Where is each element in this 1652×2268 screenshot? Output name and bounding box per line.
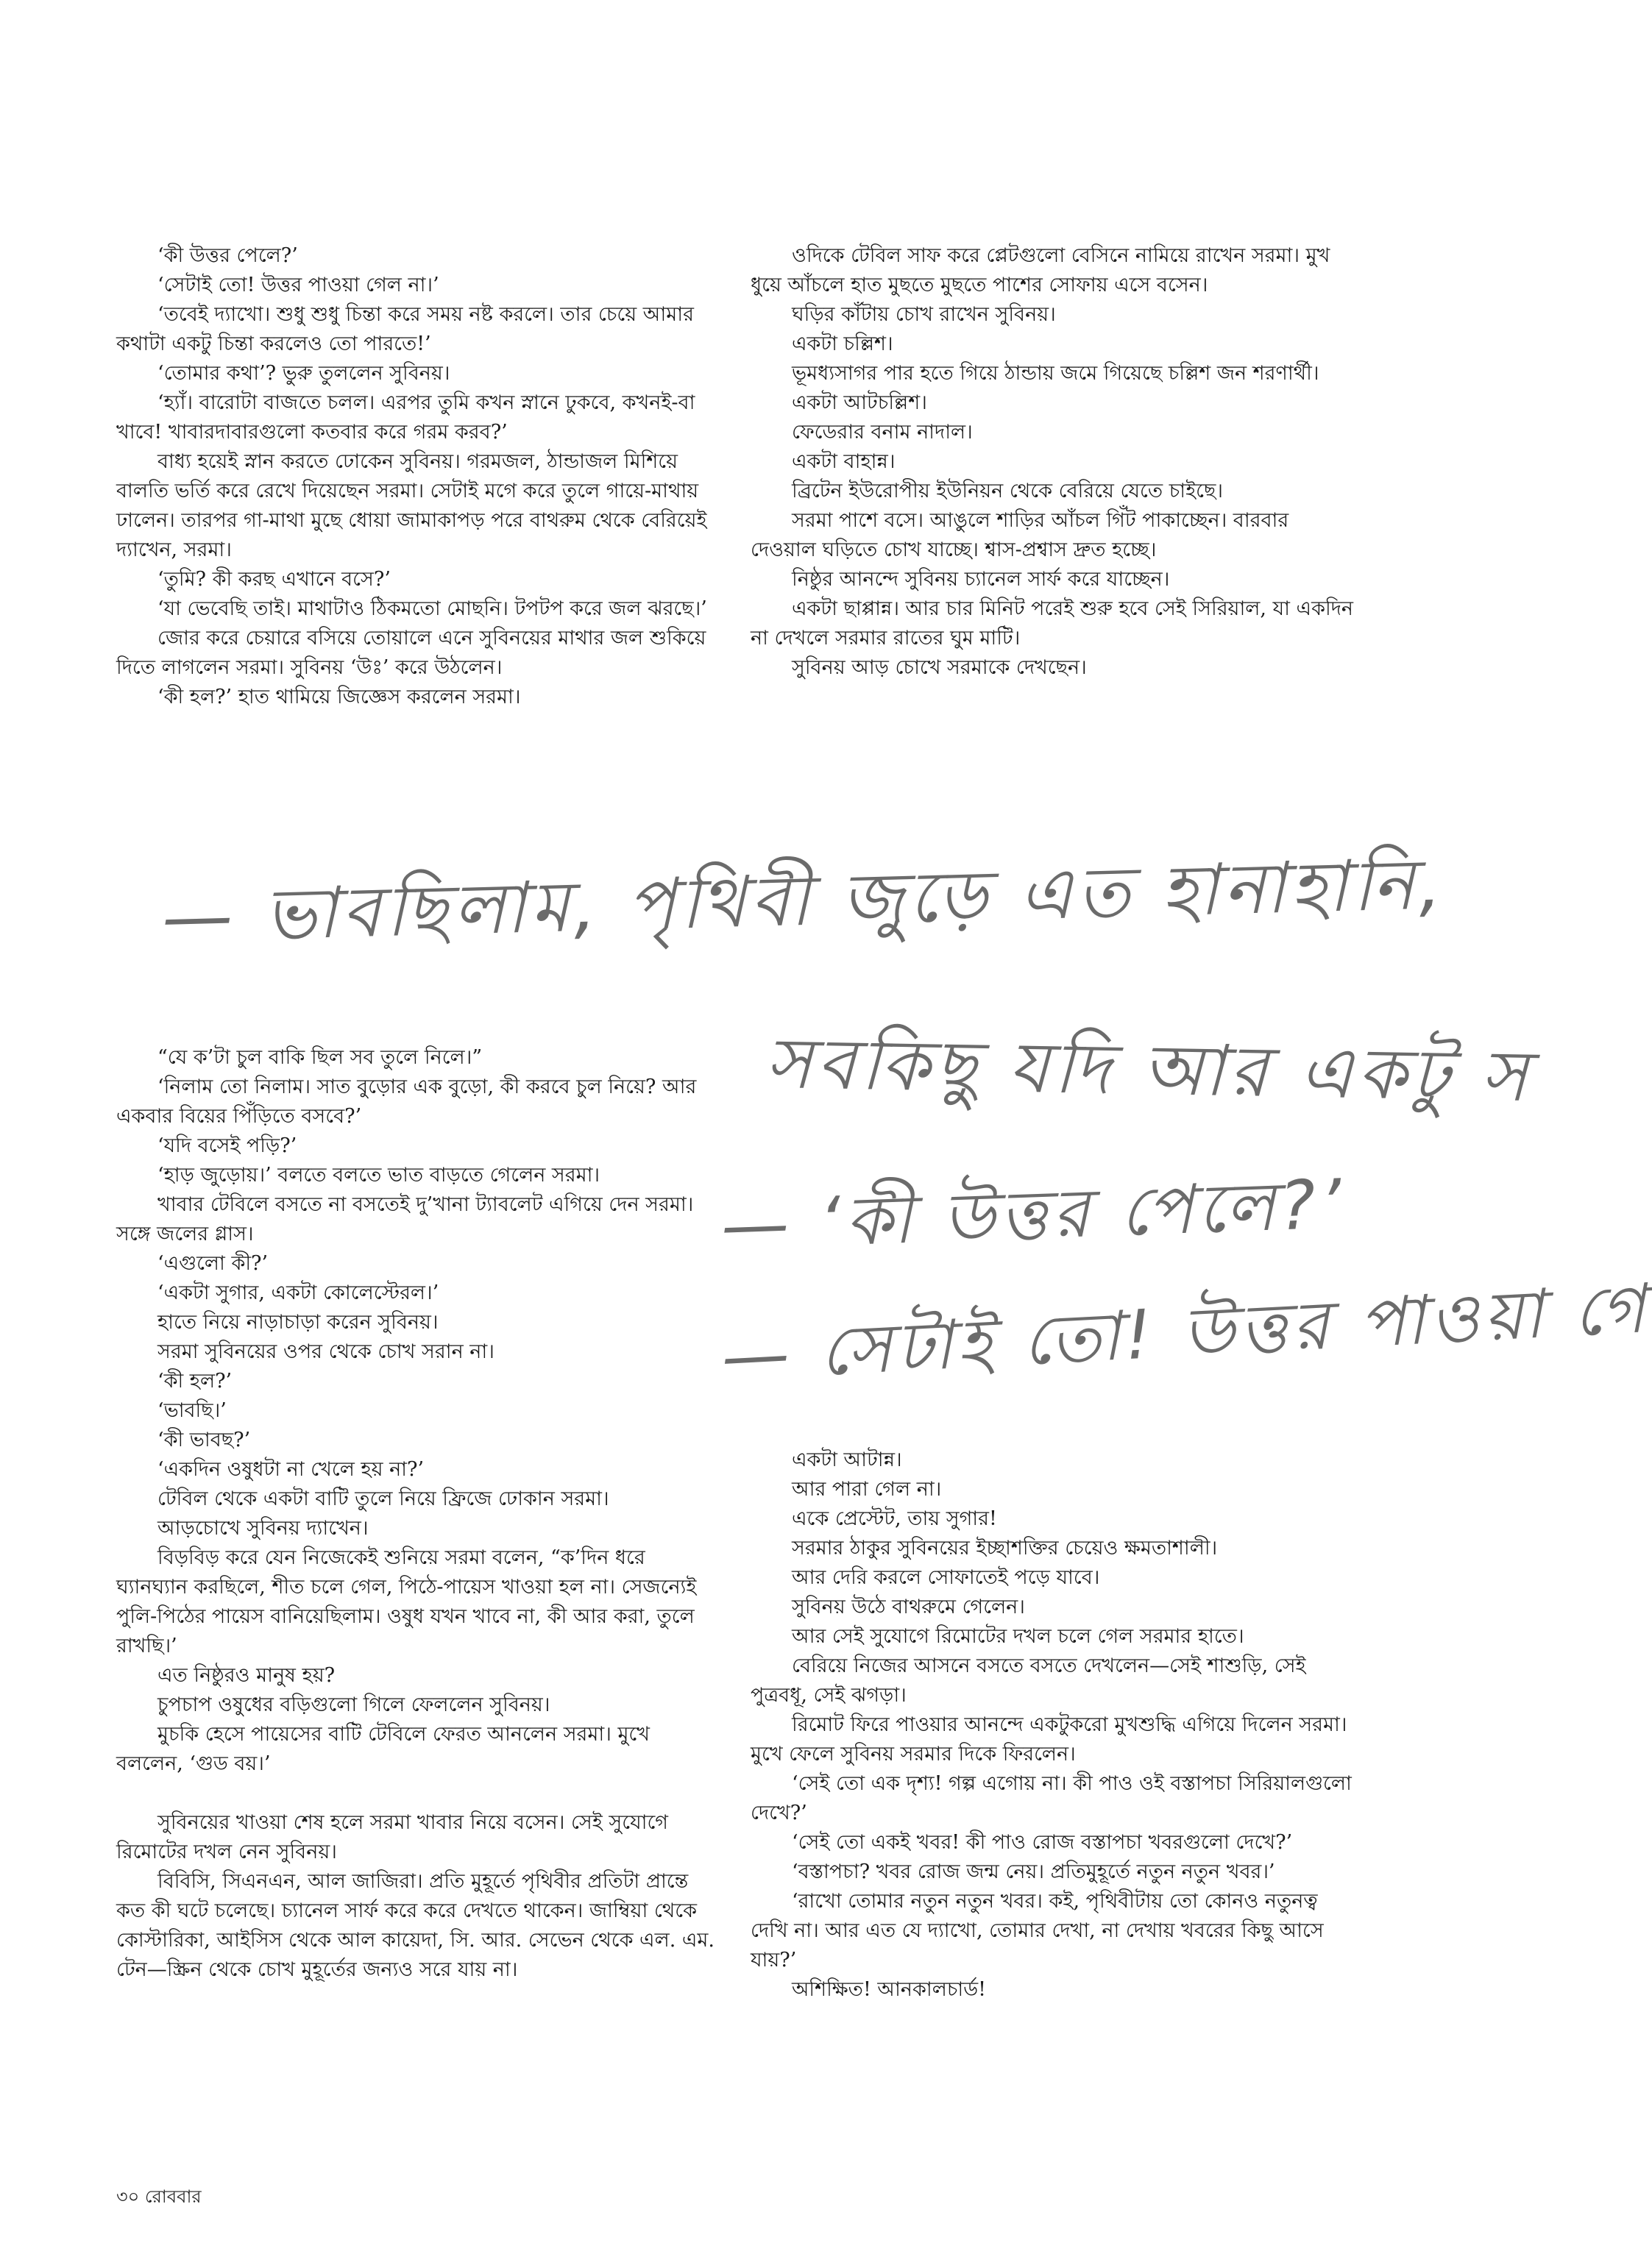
page-footer bbox=[116, 2183, 202, 2213]
column-bottom-left bbox=[116, 1043, 720, 1985]
paragraph: ‘ভাবছি।’ bbox=[157, 1399, 227, 1422]
paragraph: একটা চল্লিশ। bbox=[792, 333, 893, 355]
paragraph: সুবিনয়ের খাওয়া শেষ হলে সরমা খাবার নিয়ে বসেন। সেই সুযোগে রিমোটের দখল নেন সুবিনয়। bbox=[116, 1811, 668, 1863]
paragraph: “যে ক’টা চুল বাকি ছিল সব তুলে নিলে।” bbox=[157, 1046, 483, 1069]
paragraph: বিড়বিড় করে যেন নিজেকেই শুনিয়ে সরমা বলেন, “ক’দিন ধরে ঘ্যানঘ্যান করছিলে, শীত চলে গেল, পিঠে-পায়েস খাওয়া হল না। সেজন্যেই পুলি-পিঠের পায়েস বানিয়েছিলাম। ওষুধ যখন খাবে না, কী আর করা, তুলে রাখছি।’ bbox=[116, 1546, 697, 1657]
handwritten-line-4: — সেটাই তো! উত্তর পাওয়া গে bbox=[719, 1269, 1651, 1396]
paragraph: টেবিল থেকে একটা বাটি তুলে নিয়ে ফ্রিজে ঢোকান সরমা। bbox=[157, 1487, 609, 1510]
paragraph: নিষ্ঠুর আনন্দে সুবিনয় চ্যানেল সার্ফ করে যাচ্ছেন। bbox=[792, 568, 1170, 591]
paragraph: বেরিয়ে নিজের আসনে বসতে বসতে দেখলেন—সেই শাশুড়ি, সেই পুত্রবধূ, সেই ঝগড়া। bbox=[751, 1654, 1306, 1707]
handwritten-line-2: সবকিছু যদি আর একটু স bbox=[765, 1021, 1533, 1118]
paragraph: অশিক্ষিত! আনকালচার্ড! bbox=[792, 1978, 986, 2001]
paragraph: একটা ছাপ্পান্ন। আর চার মিনিট পরেই শুরু হবে সেই সিরিয়াল, যা একদিন না দেখলে সরমার রাতের ঘুম মাটি। bbox=[751, 597, 1353, 650]
paragraph: খাবার টেবিলে বসতে না বসতেই দু’খানা ট্যাবলেট এগিয়ে দেন সরমা। সঙ্গে জলের গ্লাস। bbox=[116, 1193, 694, 1245]
paragraph: বাধ্য হয়েই স্নান করতে ঢোকেন সুবিনয়। গরমজল, ঠান্ডাজল মিশিয়ে বালতি ভর্তি করে রেখে দিয়েছেন সরমা। সেটাই মগে করে তুলে গায়ে-মাথায় ঢালেন। তারপর গা-মাথা মুছে ধোয়া জামাকাপড় পরে বাথরুম থেকে বেরিয়েই দ্যাখেন, সরমা। bbox=[116, 450, 707, 561]
paragraph: রিমোট ফিরে পাওয়ার আনন্দে একটুকরো মুখশুদ্ধি এগিয়ে দিলেন সরমা। মুখে ফেলে সুবিনয় সরমার দিকে ফিরলেন। bbox=[751, 1713, 1347, 1766]
handwritten-line-3: — ‘কী উত্তর পেলে?’ bbox=[720, 1165, 1347, 1265]
paragraph: ‘কী উত্তর পেলে?’ bbox=[157, 244, 298, 267]
paragraph: ‘হ্যাঁ। বারোটা বাজতে চলল। এরপর তুমি কখন স্নানে ঢুকবে, কখনই-বা খাবে! খাবারদাবারগুলো কতবার করে গরম করব?’ bbox=[116, 391, 695, 444]
paragraph: ‘একটা সুগার, একটা কোলেস্টেরল।’ bbox=[157, 1281, 439, 1304]
paragraph: ‘বস্তাপচা? খবর রোজ জন্ম নেয়। প্রতিমুহূর্তে নতুন নতুন খবর।’ bbox=[792, 1860, 1275, 1883]
paragraph: একটা আটান্ন। bbox=[792, 1448, 902, 1471]
paragraph: ‘সেই তো একই খবর! কী পাও রোজ বস্তাপচা খবরগুলো দেখে?’ bbox=[792, 1831, 1293, 1854]
paragraph: ওদিকে টেবিল সাফ করে প্লেটগুলো বেসিনে নামিয়ে রাখেন সরমা। মুখ ধুয়ে আঁচলে হাত মুছতে মুছতে পাশের সোফায় এসে বসেন। bbox=[751, 244, 1330, 296]
paragraph: ‘হাড় জুড়োয়।’ বলতে বলতে ভাত বাড়তে গেলেন সরমা। bbox=[157, 1164, 600, 1187]
paragraph: এত নিষ্ঠুরও মানুষ হয়? bbox=[157, 1664, 336, 1687]
paragraph: আর দেরি করলে সোফাতেই পড়ে যাবে। bbox=[792, 1566, 1100, 1589]
handwritten-line-1: — ভাবছিলাম, পৃথিবী জুড়ে এত হানাহানি, bbox=[160, 842, 1447, 959]
page-number: ৩০ bbox=[116, 2186, 140, 2207]
paragraph: সরমার ঠাকুর সুবিনয়ের ইচ্ছাশক্তির চেয়েও ক্ষমতাশালী। bbox=[792, 1537, 1218, 1560]
paragraph: আর সেই সুযোগে রিমোটের দখল চলে গেল সরমার হাতে। bbox=[792, 1625, 1244, 1648]
column-top-right bbox=[751, 241, 1354, 683]
paragraph: ‘তোমার কথা’? ভুরু তুললেন সুবিনয়। bbox=[157, 362, 450, 385]
paragraph: ‘রাখো তোমার নতুন নতুন খবর। কই, পৃথিবীটায় তো কোনও নতুনত্ব দেখি না। আর এত যে দ্যাখো, তোমার দেখা, না দেখায় খবরের কিছু আসে যায়?’ bbox=[751, 1890, 1324, 1972]
paragraph: সরমা সুবিনয়ের ওপর থেকে চোখ সরান না। bbox=[157, 1340, 494, 1363]
paragraph: বিবিসি, সিএনএন, আল জাজিরা। প্রতি মুহূর্তে পৃথিবীর প্রতিটা প্রান্তে কত কী ঘটে চলেছে। চ্যানেল সার্ফ করে করে দেখতে থাকেন। জাম্বিয়া থেকে কোস্টারিকা, আইসিস থেকে আল কায়েদা, সি. আর. সেভেন থেকে এল. এম. টেন—স্ক্রিন থেকে চোখ মুহূর্তের জন্যও সরে যায় না। bbox=[116, 1870, 715, 1981]
paragraph: ফেডেরার বনাম নাদাল। bbox=[792, 421, 973, 444]
paragraph: ব্রিটেন ইউরোপীয় ইউনিয়ন থেকে বেরিয়ে যেতে চাইছে। bbox=[792, 480, 1224, 502]
paragraph: ‘কী ভাবছ?’ bbox=[157, 1429, 251, 1451]
paragraph: একটা আটচল্লিশ। bbox=[792, 391, 927, 414]
column-bottom-right bbox=[751, 1446, 1354, 2005]
paragraph: ভূমধ্যসাগর পার হতে গিয়ে ঠান্ডায় জমে গিয়েছে চল্লিশ জন শরণার্থী। bbox=[792, 362, 1319, 385]
paragraph: ‘একদিন ওষুধটা না খেলে হয় না?’ bbox=[157, 1458, 425, 1481]
paragraph: ‘তবেই দ্যাখো। শুধু শুধু চিন্তা করে সময় নষ্ট করলে। তার চেয়ে আমার কথাটা একটু চিন্তা করলেও তো পারতে!’ bbox=[116, 303, 694, 355]
paragraph: একে প্রেস্টেট, তায় সুগার! bbox=[792, 1507, 997, 1530]
paragraph: ‘কী হল?’ bbox=[157, 1370, 233, 1393]
paragraph: সুবিনয় উঠে বাথরুমে গেলেন। bbox=[792, 1596, 1025, 1618]
paragraph: ‘সেটাই তো! উত্তর পাওয়া গেল না।’ bbox=[157, 274, 439, 296]
column-top-left bbox=[116, 241, 720, 712]
paragraph: আর পারা গেল না। bbox=[792, 1478, 942, 1501]
magazine-name: রোববার bbox=[144, 2186, 202, 2207]
paragraph: ‘এগুলো কী?’ bbox=[157, 1252, 269, 1275]
paragraph: মুচকি হেসে পায়েসের বাটি টেবিলে ফেরত আনলেন সরমা। মুখে বললেন, ‘গুড বয়।’ bbox=[116, 1723, 650, 1775]
paragraph: ‘সেই তো এক দৃশ্য! গল্প এগোয় না। কী পাও ওই বস্তাপচা সিরিয়ালগুলো দেখে?’ bbox=[751, 1772, 1352, 1824]
paragraph: জোর করে চেয়ারে বসিয়ে তোয়ালে এনে সুবিনয়ের মাথার জল শুকিয়ে দিতে লাগলেন সরমা। সুবিনয় ‘উঃ’ করে উঠলেন। bbox=[116, 627, 706, 679]
paragraph: সরমা পাশে বসে। আঙুলে শাড়ির আঁচল গিঁট পাকাচ্ছেন। বারবার দেওয়াল ঘড়িতে চোখ যাচ্ছে। শ্বাস-প্রশ্বাস দ্রুত হচ্ছে। bbox=[751, 509, 1289, 561]
paragraph: ‘কী হল?’ হাত থামিয়ে জিজ্ঞেস করলেন সরমা। bbox=[157, 686, 521, 708]
paragraph: ঘড়ির কাঁটায় চোখ রাখেন সুবিনয়। bbox=[792, 303, 1056, 326]
paragraph: একটা বাহান্ন। bbox=[792, 450, 896, 473]
paragraph: সুবিনয় আড় চোখে সরমাকে দেখছেন। bbox=[792, 656, 1087, 679]
paragraph: ‘যা ভেবেছি তাই। মাথাটাও ঠিকমতো মোছনি। টপটপ করে জল ঝরছে।’ bbox=[157, 597, 707, 620]
paragraph: ‘নিলাম তো নিলাম। সাত বুড়োর এক বুড়ো, কী করবে চুল নিয়ে? আর একবার বিয়ের পিঁড়িতে বসবে?’ bbox=[116, 1076, 697, 1128]
paragraph: ‘যদি বসেই পড়ি?’ bbox=[157, 1134, 297, 1157]
paragraph: চুপচাপ ওষুধের বড়িগুলো গিলে ফেললেন সুবিনয়। bbox=[157, 1693, 550, 1716]
paragraph: আড়চোখে সুবিনয় দ্যাখেন। bbox=[157, 1517, 369, 1540]
paragraph: হাতে নিয়ে নাড়াচাড়া করেন সুবিনয়। bbox=[157, 1311, 439, 1334]
paragraph: ‘তুমি? কী করছ এখানে বসে?’ bbox=[157, 568, 391, 591]
